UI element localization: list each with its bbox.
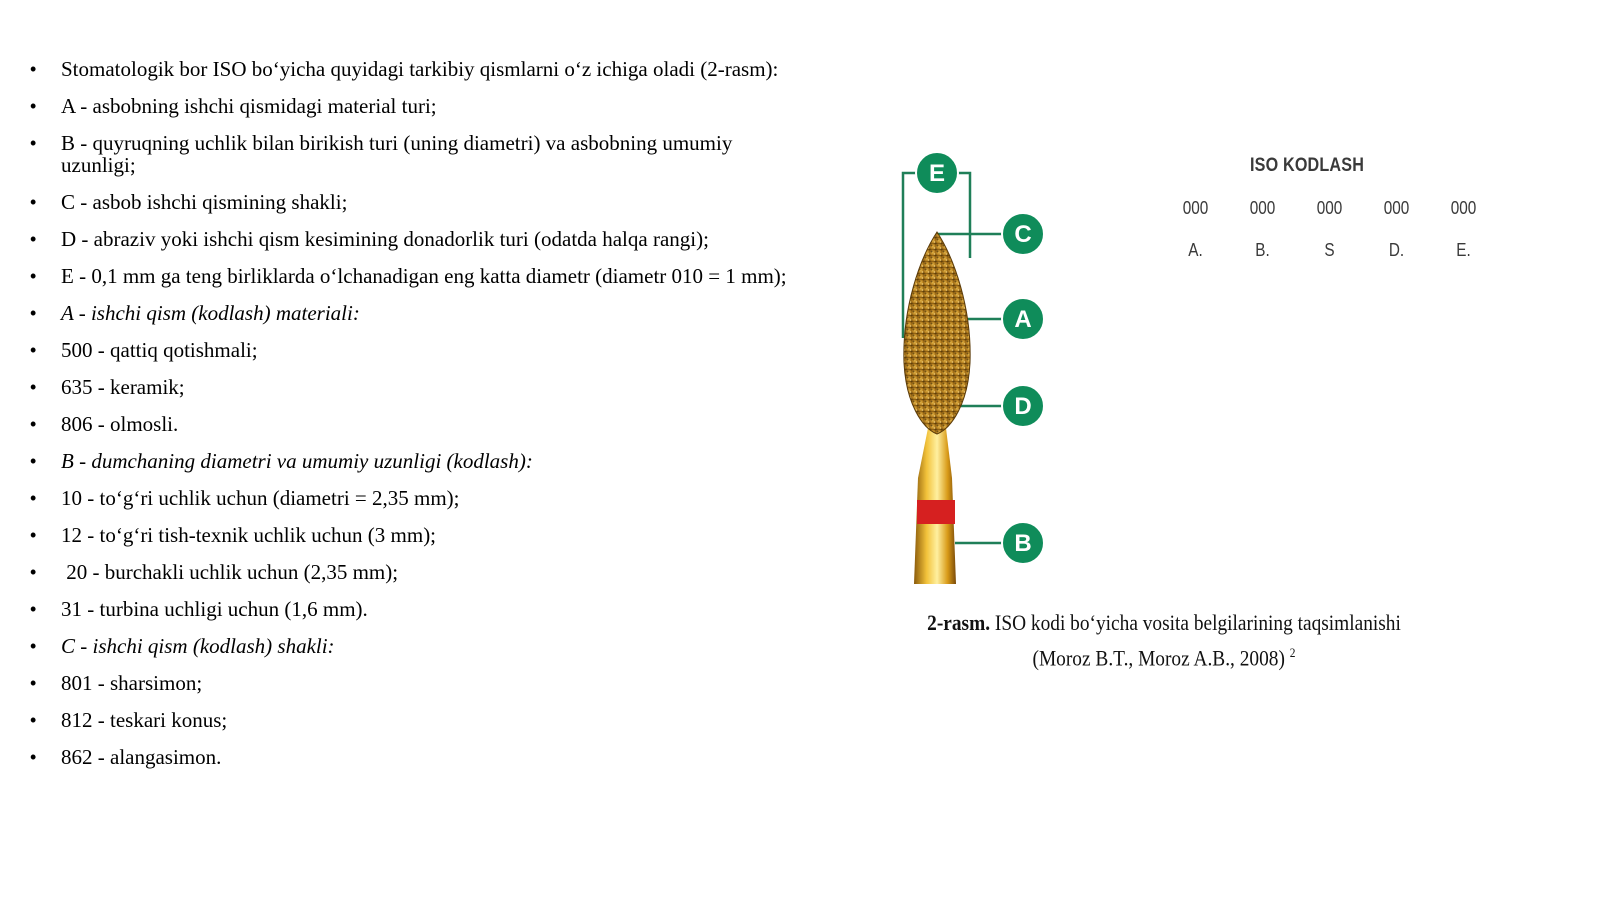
iso-code: 000 — [1249, 198, 1276, 218]
bullet-text: 10 - to‘g‘ri uchlik uchun (diametri = 2,35 mm); — [61, 486, 460, 510]
bullet-text: 31 - turbina uchligi uchun (1,6 mm). — [61, 597, 368, 621]
iso-code: 000 — [1383, 198, 1410, 218]
bullet-marker: • — [30, 96, 37, 116]
bullet-text: 635 - keramik; — [61, 375, 185, 399]
dental-bur-diagram — [900, 148, 1100, 598]
bullet-marker: • — [30, 488, 37, 508]
bullet-text: C - ishchi qism (kodlash) shakli: — [61, 634, 335, 658]
bullet-text: B - quyruqning uchlik bilan birikish turi (uning diametri) va asbobning umumiy uzunligi; — [61, 131, 738, 177]
iso-letter: B. — [1255, 240, 1270, 260]
bullet-item — [30, 450, 790, 472]
bullet-text: E - 0,1 mm ga teng birliklarda o‘lchanadigan eng katta diametr (diametr 010 = 1 mm); — [61, 264, 787, 288]
caption-label: 2-rasm. — [927, 610, 991, 635]
caption-text: ISO kodi bo‘yicha vosita belgilarining taqsimlanishi — [990, 610, 1401, 635]
marker-label: D — [1014, 393, 1032, 420]
iso-code: 000 — [1316, 198, 1343, 218]
bur-head — [904, 232, 970, 434]
bullet-marker: • — [30, 266, 37, 286]
bullet-item — [30, 487, 790, 509]
bullet-marker: • — [30, 673, 37, 693]
bullet-item — [30, 376, 790, 398]
iso-letter: A. — [1188, 240, 1203, 260]
caption-footnote: 2 — [1289, 645, 1296, 660]
bullet-marker: • — [30, 133, 37, 153]
bullet-marker: • — [30, 636, 37, 656]
bullet-text: 801 - sharsimon; — [61, 671, 203, 695]
bullet-list — [30, 58, 790, 783]
marker-a — [1002, 298, 1044, 340]
bullet-text: 12 - to‘g‘ri tish-texnik uchlik uchun (3 mm); — [61, 523, 437, 547]
bullet-item — [30, 672, 790, 694]
iso-letter: D. — [1388, 240, 1405, 260]
iso-letter-row — [1162, 240, 1497, 261]
bullet-item — [30, 302, 790, 324]
bullet-marker: • — [30, 377, 37, 397]
bullet-item — [30, 561, 790, 583]
marker-label: B — [1014, 530, 1032, 557]
iso-code: 000 — [1182, 198, 1209, 218]
marker-label: E — [928, 160, 946, 187]
marker-e — [916, 152, 958, 194]
marker-b — [1002, 522, 1044, 564]
bullet-text: 806 - olmosli. — [61, 412, 179, 436]
iso-letter: S — [1324, 240, 1335, 260]
caption-citation: (Moroz B.T., Moroz A.B., 2008) — [1032, 645, 1285, 671]
bullet-item — [30, 265, 790, 287]
bullet-marker: • — [30, 192, 37, 212]
bullet-marker: • — [30, 710, 37, 730]
bullet-text: Stomatologik bor ISO bo‘yicha quyidagi tarkibiy qismlarni o‘z ichiga oladi (2-rasm): — [61, 57, 779, 81]
bullet-marker: • — [30, 525, 37, 545]
bullet-item — [30, 524, 790, 546]
iso-code: 000 — [1450, 198, 1477, 218]
bullet-text: D - abraziv yoki ishchi qism kesimining donadorlik turi (odatda halqa rangi); — [61, 227, 709, 251]
bullet-marker: • — [30, 59, 37, 79]
bur-ring — [917, 500, 955, 524]
bullet-item — [30, 191, 790, 213]
bullet-marker: • — [30, 303, 37, 323]
bullet-text: 812 - teskari konus; — [61, 708, 228, 732]
iso-code-row — [1162, 198, 1497, 219]
bullet-item — [30, 95, 790, 117]
bullet-item — [30, 598, 790, 620]
bullet-marker: • — [30, 229, 37, 249]
bullet-text: C - asbob ishchi qismining shakli; — [61, 190, 348, 214]
iso-letter: E. — [1456, 240, 1471, 260]
bullet-item — [30, 746, 790, 768]
bullet-item — [30, 58, 790, 80]
iso-figure — [900, 148, 1520, 678]
marker-d — [1002, 385, 1044, 427]
bullet-marker: • — [30, 562, 37, 582]
bullet-marker: • — [30, 414, 37, 434]
bullet-text: 500 - qattiq qotishmali; — [61, 338, 258, 362]
bullet-item — [30, 132, 790, 176]
bullet-marker: • — [30, 747, 37, 767]
bullet-text: B - dumchaning diametri va umumiy uzunligi (kodlash): — [61, 449, 533, 473]
bullet-item — [30, 635, 790, 657]
figure-caption — [900, 608, 1428, 673]
iso-title: ISO KODLASH — [1250, 155, 1365, 176]
bullet-item — [30, 709, 790, 731]
bullet-item — [30, 339, 790, 361]
marker-c — [1002, 213, 1044, 255]
bullet-item — [30, 228, 790, 250]
bullet-marker: • — [30, 599, 37, 619]
bullet-marker: • — [30, 451, 37, 471]
bullet-text: A - asbobning ishchi qismidagi material turi; — [61, 94, 437, 118]
bullet-item — [30, 413, 790, 435]
marker-label: C — [1014, 221, 1032, 248]
bullet-text: A - ishchi qism (kodlash) materiali: — [61, 301, 360, 325]
bullet-text: 862 - alangasimon. — [61, 745, 222, 769]
bullet-text: 20 - burchakli uchlik uchun (2,35 mm); — [61, 560, 399, 584]
bullet-marker: • — [30, 340, 37, 360]
marker-label: A — [1014, 306, 1032, 333]
